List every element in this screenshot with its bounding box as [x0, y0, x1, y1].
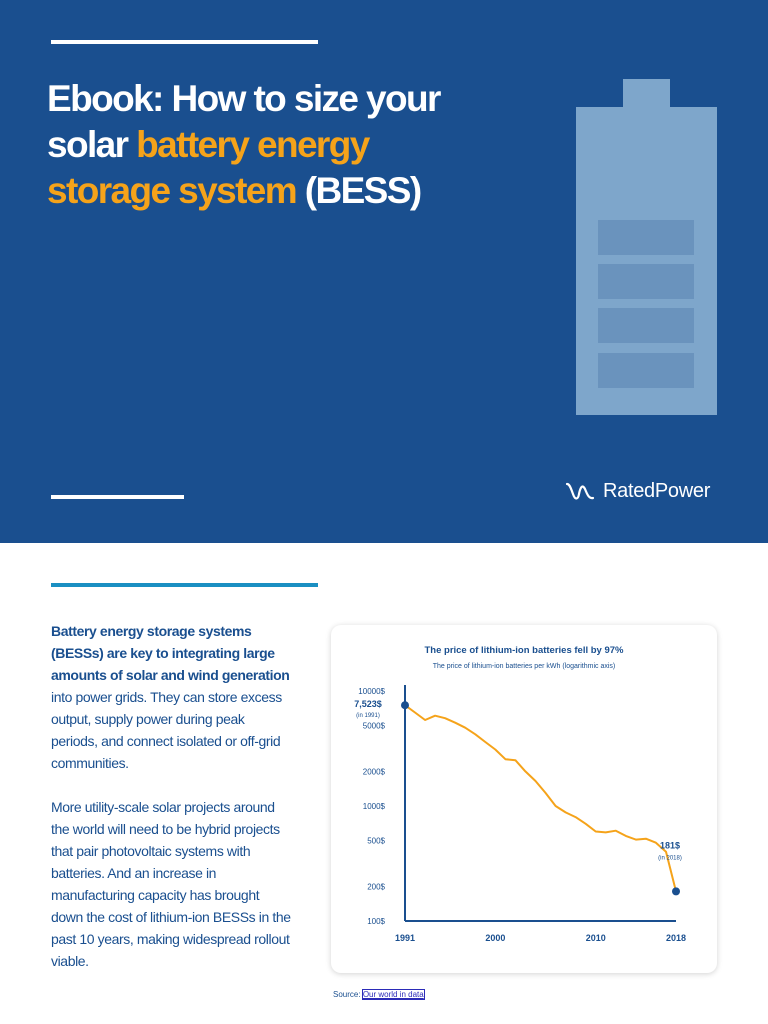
- logo-text: RatedPower: [603, 479, 711, 502]
- x-tick-label: 2000: [485, 933, 506, 943]
- start-point-marker: [401, 701, 409, 709]
- battery-cell: [598, 353, 694, 388]
- y-tick-label: 1000$: [362, 802, 385, 811]
- end-value-note: (in 2018): [658, 855, 682, 862]
- battery-cell: [598, 264, 694, 299]
- source-note: [333, 990, 424, 999]
- battery-price-chart: [331, 625, 717, 973]
- title-line-2-highlight: battery energy: [136, 124, 369, 165]
- battery-cap: [623, 79, 670, 110]
- series-line: [405, 705, 676, 891]
- chart-title: The price of lithium-ion batteries fell by 97%: [424, 645, 624, 656]
- source-link[interactable]: Our world in data: [362, 990, 424, 999]
- intro-paragraph-1-bold: Battery energy storage systems (BESSs) are key to integrating large amounts of solar and wind generation: [51, 623, 290, 683]
- y-tick-label: 100$: [367, 917, 385, 926]
- hero-bottom-rule: [51, 495, 184, 499]
- y-tick-label: 5000$: [362, 721, 385, 731]
- battery-icon: [576, 107, 717, 415]
- hero-top-rule: [51, 40, 318, 44]
- title-line-3-highlight: storage system: [47, 170, 297, 211]
- title-line-1: Ebook: How to size your: [47, 78, 440, 119]
- y-tick-label: 2000$: [362, 767, 385, 777]
- x-tick-label: 1991: [394, 933, 416, 943]
- intro-paragraph-1: [51, 620, 291, 774]
- end-point-marker: [672, 887, 680, 895]
- title-line-2-plain: solar: [47, 124, 137, 165]
- start-value-label: 7,523$: [354, 699, 382, 710]
- y-tick-label: 200$: [367, 882, 385, 892]
- start-value-note: (in 1991): [356, 713, 380, 720]
- source-label: Source:: [333, 990, 361, 999]
- battery-cell: [598, 220, 694, 255]
- intro-text: [51, 620, 291, 994]
- section-accent-rule: [51, 583, 318, 587]
- y-tick-label: 500$: [367, 836, 385, 846]
- intro-paragraph-2: More utility-scale solar projects around the world will need to be hybrid projects that pair photovoltaic systems with batteries. And an increase in manufacturing capacity has brought down the cost of lithium-ion BESSs in the past 10 years, making widespread rollout viable.: [51, 799, 291, 969]
- x-tick-label: 2010: [585, 933, 606, 943]
- chart-subtitle: The price of lithium-ion batteries per kWh (logarithmic axis): [432, 663, 616, 670]
- x-tick-label: 2018: [665, 933, 687, 943]
- end-value-label: 181$: [659, 840, 681, 851]
- chart-card: [331, 625, 717, 973]
- ratedpower-logo: [565, 478, 710, 504]
- y-tick-label: 10000$: [358, 687, 385, 696]
- title-line-3-plain: (BESS): [296, 170, 421, 211]
- intro-paragraph-1-rest: into power grids. They can store excess output, supply power during peak periods, and connect isolated or off-grid communities.: [51, 689, 282, 771]
- battery-cell: [598, 308, 694, 343]
- hero-title: [47, 76, 507, 214]
- ratedpower-wave-icon: [565, 479, 595, 503]
